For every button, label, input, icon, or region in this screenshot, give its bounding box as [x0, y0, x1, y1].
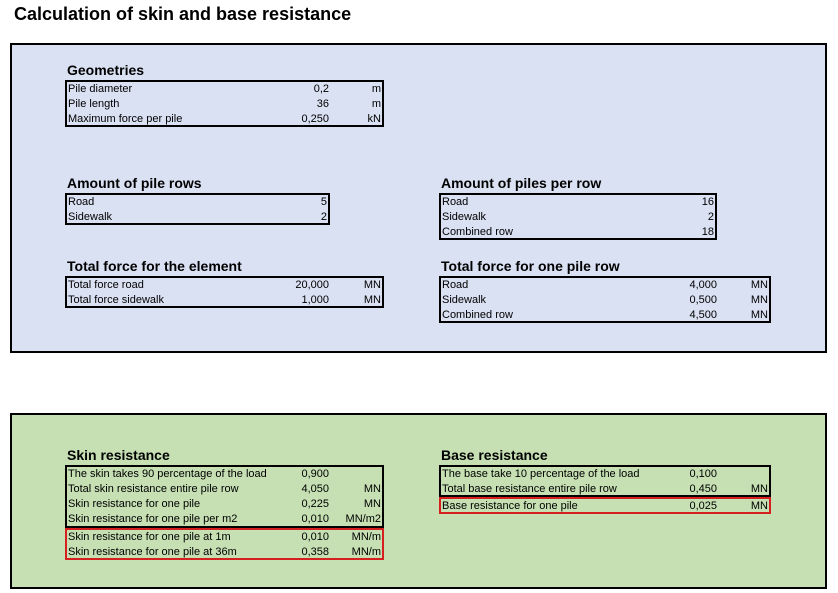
row-label: Total force road	[68, 279, 144, 291]
table-row	[441, 293, 769, 308]
table-row	[67, 278, 382, 293]
table-row	[67, 97, 382, 112]
table-row	[67, 293, 382, 308]
table-row	[67, 210, 328, 225]
page-title: Calculation of skin and base resistance	[14, 4, 352, 24]
table-row	[67, 82, 382, 97]
row-label: The skin takes 90 percentage of the load	[68, 468, 267, 480]
table-row	[441, 278, 769, 293]
row-unit: MN	[750, 294, 768, 306]
row-value: 4,000	[689, 279, 717, 291]
row-value: 4,500	[689, 309, 717, 321]
row-label: Combined row	[442, 226, 513, 238]
table-row	[441, 467, 769, 482]
row-label: Total force sidewalk	[68, 294, 164, 306]
row-value: 0,358	[301, 546, 329, 558]
row-unit: MN	[750, 500, 768, 512]
row-value: 2	[320, 211, 327, 223]
row-label: Skin resistance for one pile	[68, 498, 201, 510]
row-label: The base take 10 percentage of the load	[442, 468, 640, 480]
row-value: 20,000	[295, 279, 329, 291]
row-unit: MN	[750, 483, 768, 495]
table-row	[441, 225, 715, 240]
table-row	[67, 545, 382, 560]
total-force-row-heading: Total force for one pile row	[441, 258, 620, 274]
base-resistance-highlight	[439, 497, 771, 514]
row-label: Skin resistance for one pile at 1m	[68, 531, 231, 543]
row-label: Skin resistance for one pile per m2	[68, 513, 238, 525]
piles-per-row-table	[439, 193, 717, 240]
base-resistance-table	[439, 465, 771, 497]
pile-rows-table	[65, 193, 330, 225]
row-value: 0,225	[301, 498, 329, 510]
table-row	[441, 195, 715, 210]
table-row	[441, 499, 769, 514]
row-unit: MN	[750, 309, 768, 321]
total-force-element-heading: Total force for the element	[67, 258, 242, 274]
row-label: Road	[68, 196, 95, 208]
row-unit: MN/m2	[345, 513, 381, 525]
row-label: Sidewalk	[68, 211, 113, 223]
row-unit: MN	[363, 483, 381, 495]
row-label: Base resistance for one pile	[442, 500, 578, 512]
skin-resistance-table	[65, 465, 384, 528]
row-value: 1,000	[301, 294, 329, 306]
row-value: 36	[316, 98, 329, 110]
row-unit: MN	[363, 498, 381, 510]
row-unit: MN	[363, 279, 381, 291]
row-label: Total base resistance entire pile row	[442, 483, 617, 495]
row-label: Sidewalk	[442, 294, 487, 306]
row-label: Sidewalk	[442, 211, 487, 223]
table-row	[67, 530, 382, 545]
piles-per-row-heading: Amount of piles per row	[441, 175, 602, 191]
row-value: 5	[320, 196, 327, 208]
row-value: 0,2	[313, 83, 329, 95]
table-row	[67, 467, 382, 482]
row-value: 16	[701, 196, 714, 208]
row-label: Road	[442, 279, 469, 291]
row-label: Combined row	[442, 309, 513, 321]
table-row	[441, 482, 769, 497]
total-force-element-table	[65, 276, 384, 308]
row-value: 18	[701, 226, 714, 238]
pile-rows-heading: Amount of pile rows	[67, 175, 202, 191]
row-unit: m	[371, 98, 381, 110]
table-row	[67, 482, 382, 497]
row-label: Pile length	[68, 98, 120, 110]
geometries-heading: Geometries	[67, 62, 145, 78]
skin-resistance-highlight	[65, 528, 384, 560]
row-value: 0,900	[301, 468, 329, 480]
row-label: Skin resistance for one pile at 36m	[68, 546, 237, 558]
row-value: 0,100	[689, 468, 717, 480]
row-value: 2	[707, 211, 714, 223]
row-unit: MN	[750, 279, 768, 291]
row-value: 0,010	[301, 513, 329, 525]
table-row	[67, 195, 328, 210]
base-resistance-heading: Base resistance	[441, 447, 548, 463]
row-label: Total skin resistance entire pile row	[68, 483, 239, 495]
row-label: Maximum force per pile	[68, 113, 183, 125]
row-label: Road	[442, 196, 469, 208]
row-unit: MN	[363, 294, 381, 306]
skin-resistance-heading: Skin resistance	[67, 447, 170, 463]
table-row	[67, 497, 382, 512]
row-value: 0,450	[689, 483, 717, 495]
row-unit: kN	[367, 113, 381, 125]
row-value: 0,500	[689, 294, 717, 306]
geometries-table	[65, 80, 384, 127]
row-value: 0,250	[301, 113, 329, 125]
row-unit: MN/m	[351, 546, 381, 558]
table-row	[441, 210, 715, 225]
row-unit: MN/m	[351, 531, 381, 543]
table-row	[67, 112, 382, 127]
row-label: Pile diameter	[68, 83, 133, 95]
table-row	[67, 512, 382, 527]
row-unit: m	[371, 83, 381, 95]
row-value: 0,010	[301, 531, 329, 543]
total-force-row-table	[439, 276, 771, 323]
table-row	[441, 308, 769, 323]
row-value: 0,025	[689, 500, 717, 512]
row-value: 4,050	[301, 483, 329, 495]
